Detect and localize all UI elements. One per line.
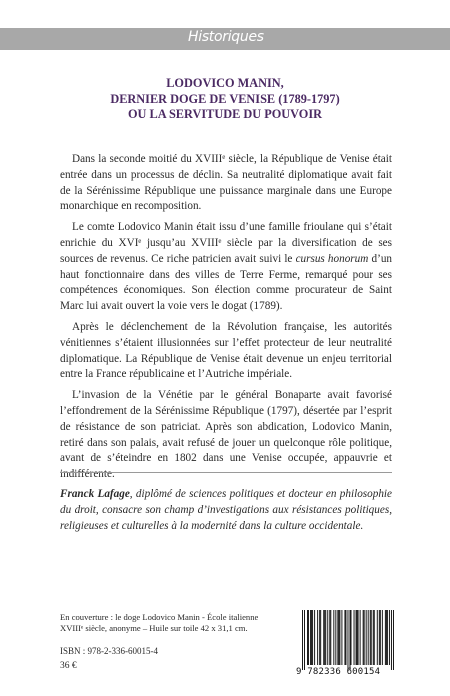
barcode-bar [311,610,312,665]
blurb [60,152,392,488]
barcode-bar [363,610,364,665]
barcode-bar [371,610,372,665]
book-title [0,76,450,123]
isbn: ISBN : 978-2-336-60015-4 [60,646,158,656]
barcode-bar [370,610,371,665]
barcode-bar [368,610,369,665]
title-line-1: LODOVICO MANIN, [166,76,284,90]
blurb-paragraph-4: L’invasion de la Vénétie par le général Bonaparte avait favorisé l’effondrement de la Sérénissime République (1797), désertée par l’esprit de résistance de son patriciat. Après son abdication, Lodovico Manin, retiré dans son palais, avait refusé de jouer un quelconque rôle politique, avant de s’éteindre en 1802 dans une Venise occupée, appauvrie et indifférente. [60,389,392,481]
barcode-bar [329,610,330,665]
barcode-bar [317,610,318,665]
barcode-bar [391,610,392,670]
barcode-digits: 9 782336 600154 [296,667,381,677]
barcode-bar [360,610,361,665]
barcode-bar [351,610,352,665]
barcode-bar [312,610,313,665]
title-line-3: OU LA SERVITUDE DU POUVOIR [127,107,323,121]
barcode-bar [358,610,359,665]
barcode-bar [330,610,331,665]
barcode-bar [364,610,365,665]
barcode-bar [314,610,315,665]
author-bio [60,487,392,534]
author-name: Franck Lafage [60,488,130,500]
barcode-bar [357,610,358,665]
barcode-bar [324,610,325,665]
barcode-bar [345,610,346,665]
barcode-bar [308,610,309,665]
barcode-bar [385,610,386,665]
barcode-bar [307,610,308,665]
divider [60,472,392,473]
barcode-bar [356,610,357,665]
barcode-bar [380,610,381,665]
blurb-paragraph-2-start: Le comte Lodovico Manin était issu d’une famille frioulane qui s’était enrichie du XVIᵉ jusqu’au XVIIIᵉ siècle par la diversification de ses sources de revenus. Ce riche patricien avait suivi le [60,221,392,265]
barcode-bar [373,610,374,665]
cover-credit-line-2: XVIIIᵉ siècle, anonyme – Huile sur toile 42 x 31,1 cm. [60,623,248,633]
barcode-bar [354,610,355,665]
barcode-bar [393,610,394,670]
barcode-bar [382,610,383,665]
blurb-paragraph-1: Dans la seconde moitié du XVIIIᵉ siècle, la République de Venise était entrée dans un processus de déclin. Sa neutralité diplomatique avait fait de la Sérénissime République une puissance marginale dans une Europe monarchique en recomposition. [60,153,392,213]
barcode-bar [374,610,375,665]
blurb-paragraph-2-end: d’un haut fonctionnaire dans des villes de Terre Ferme, remarqué pour ses compétences économiques. Son élection comme procurateur de Saint Marc lui avait ouvert la voie vers le dogat (1789). [60,252,393,313]
barcode-bar [366,610,367,665]
barcode-bar [344,610,345,665]
barcode-bar [320,610,321,665]
barcode-bar [333,610,334,665]
author-description: , diplômé de sciences politiques et docteur en philosophie du droit, consacre son champ d’investigations aux résistances politiques, religieuses et culturelles à la modernité dans la culture occidentale. [60,488,392,532]
barcode-bar [347,610,348,670]
barcode-bar [339,610,340,665]
barcode-bar [341,610,342,665]
blurb-paragraph-2 [60,220,392,315]
barcode-bar [379,610,380,665]
barcode-bar [337,610,338,665]
barcode-bar [325,610,326,665]
barcode-bar [386,610,387,665]
barcode-bar [302,610,303,670]
barcode-bar [350,610,351,670]
blurb-paragraph-3: Après le déclenchement de la Révolution française, les autorités vénitiennes s’étaient illusionnées sur l’effet protecteur de leur neutralité diplomatique. La République de Venise était devenue un enjeu territorial entre la France républicaine et l’Autriche impériale. [60,320,392,381]
barcode-bar [389,610,390,665]
barcode-bar [338,610,339,665]
barcode-bar [335,610,336,665]
barcode-bar [323,610,324,665]
cover-credit-line-1: En couverture : le doge Lodovico Manin - École italienne [60,612,259,622]
series-banner [0,28,450,50]
barcode-bar [310,610,311,665]
price: 36 € [60,661,77,671]
barcode-bar [327,610,328,665]
series-label: Historiques [188,29,264,45]
barcode-bar [377,610,378,665]
title-line-2: DERNIER DOGE DE VENISE (1789-1797) [110,91,340,106]
blurb-paragraph-2-italic: cursus honorum [295,252,369,265]
barcode-bar [319,610,320,665]
barcode-bar [387,610,388,665]
barcode-bar [304,610,305,670]
